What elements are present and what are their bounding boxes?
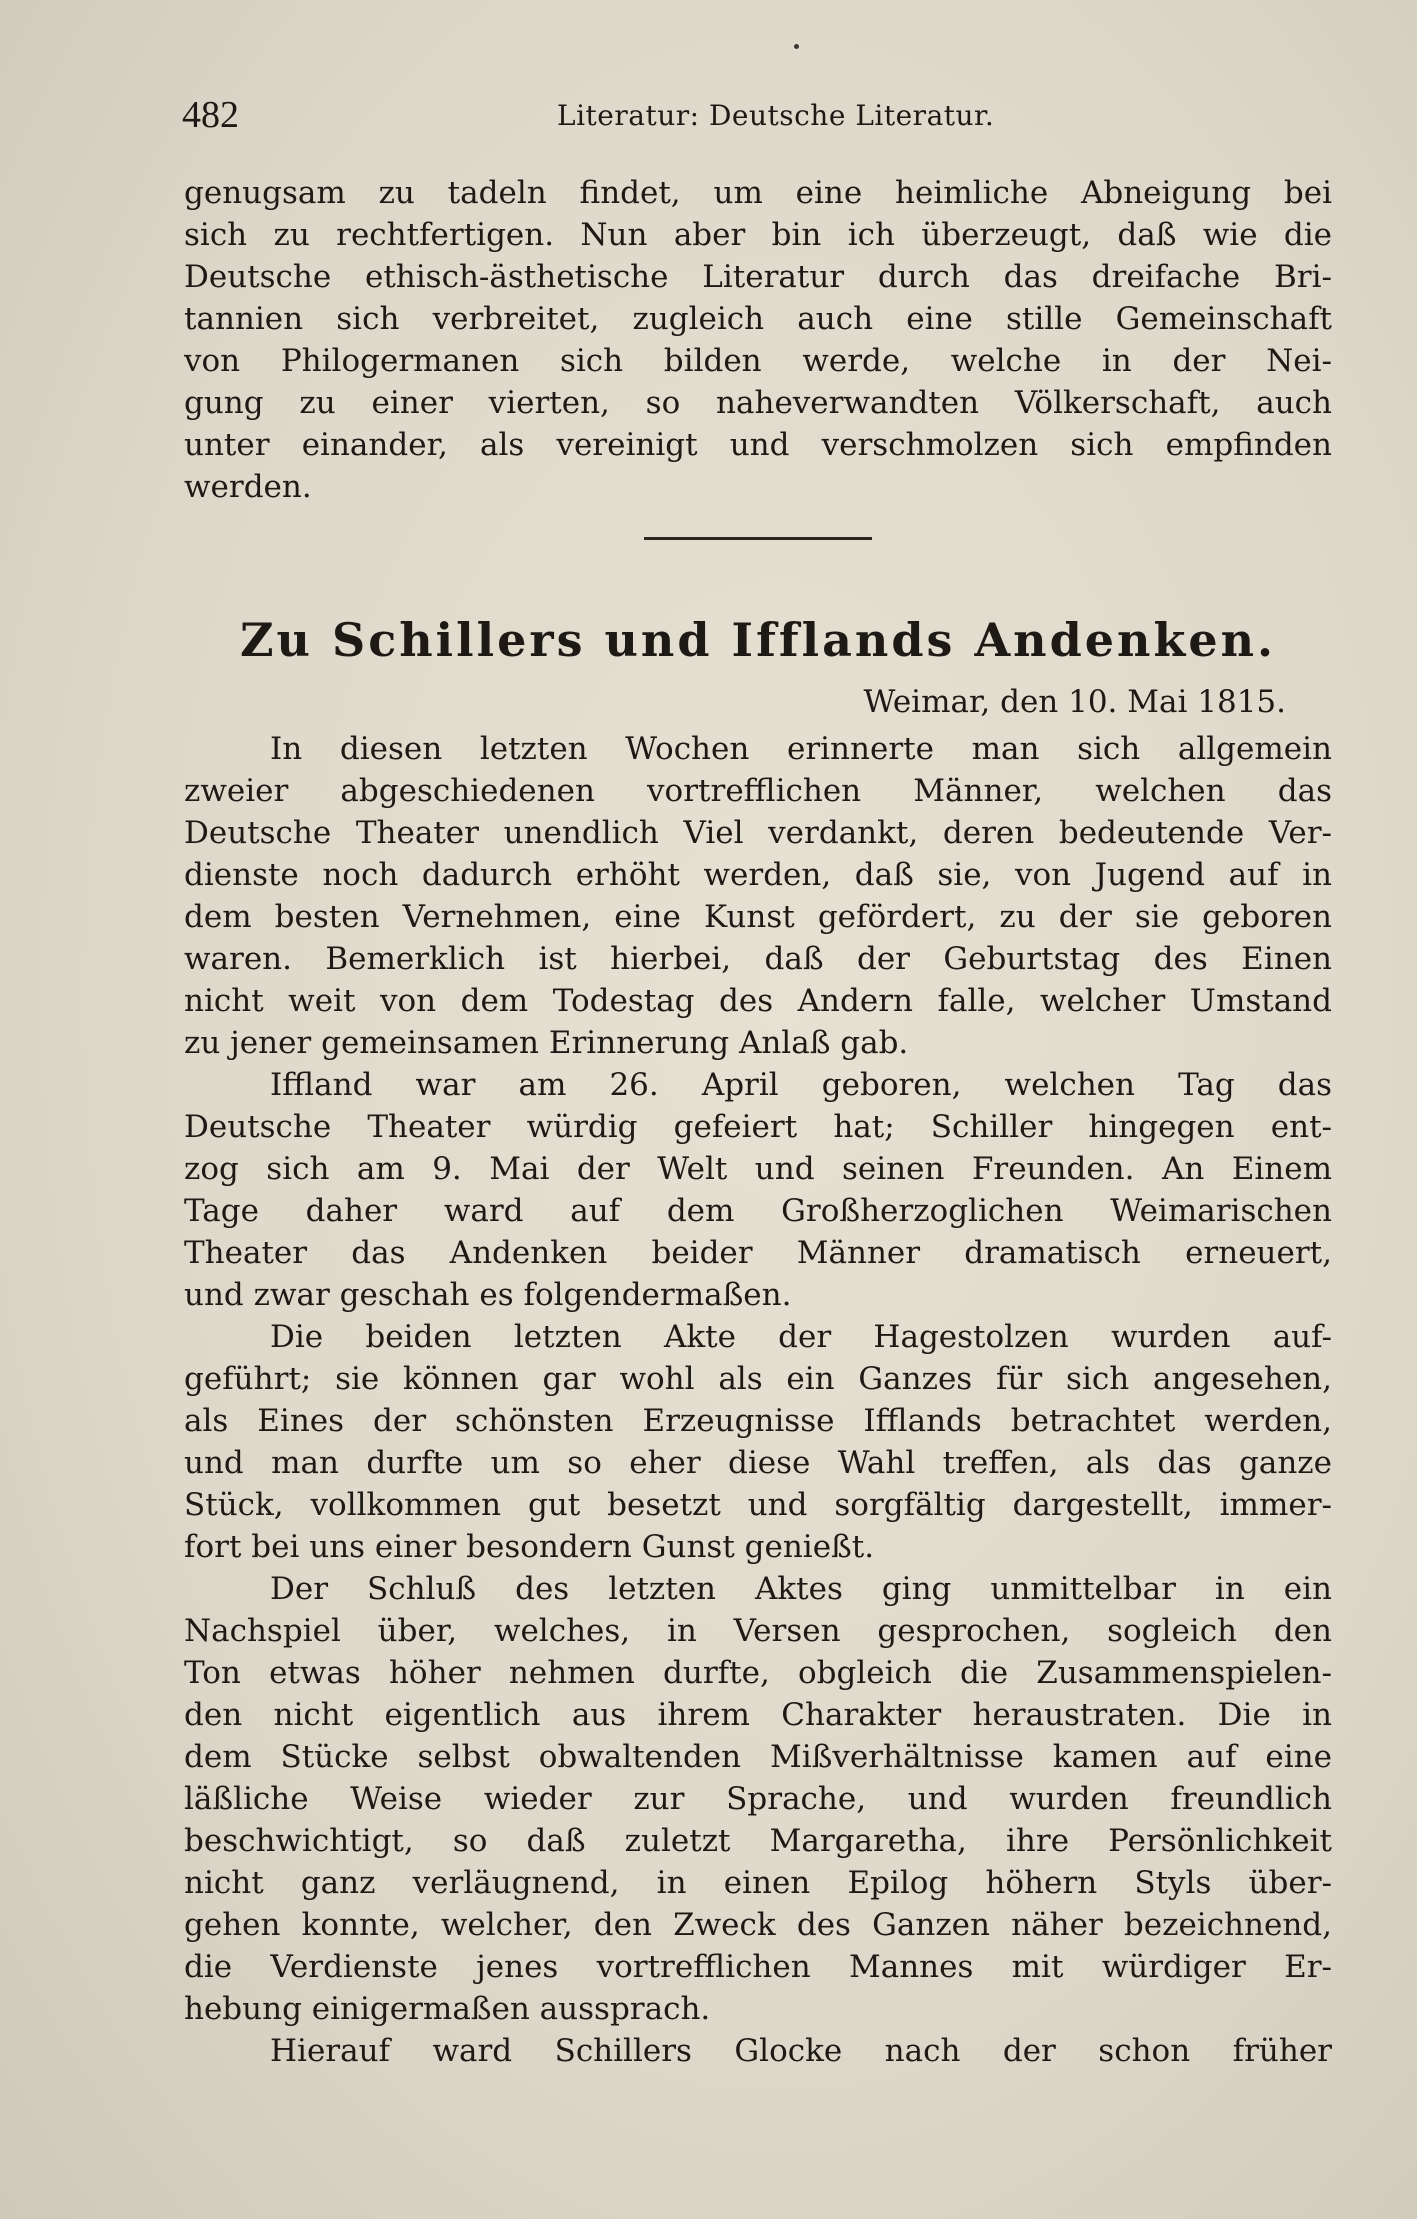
section-divider (644, 537, 872, 540)
text-line: und zwar geschah es folgendermaßen. (184, 1277, 792, 1313)
dateline: Weimar, den 10. Mai 1815. (863, 684, 1286, 720)
page-header (182, 90, 1332, 140)
section-body (184, 728, 1332, 2072)
text-line: Iffland war am 26. April geboren, welchen Tag das (270, 1067, 1332, 1103)
text-line: nicht weit von dem Todestag des Andern falle, welcher Umstand (184, 983, 1332, 1019)
section-title: Zu Schillers und Ifflands Andenken. (239, 613, 1277, 667)
text-line: Theater das Andenken beider Männer dramatisch erneuert, (184, 1235, 1332, 1271)
text-line: Deutsche Theater unendlich Viel verdankt, deren bedeutende Ver- (184, 815, 1332, 851)
text-line: Deutsche ethisch-ästhetische Literatur durch das dreifache Bri- (184, 259, 1332, 295)
text-line: zweier abgeschiedenen vortrefflichen Männer, welchen das (184, 773, 1332, 809)
text-line: dem besten Vernehmen, eine Kunst gefördert, zu der sie geboren (184, 899, 1332, 935)
text-line: genugsam zu tadeln findet, um eine heimliche Abneigung bei (184, 175, 1332, 211)
text-line: werden. (184, 469, 312, 505)
text-line: dem Stücke selbst obwaltenden Mißverhältnisse kamen auf eine (184, 1739, 1332, 1775)
text-line: hebung einigermaßen aussprach. (184, 1991, 711, 2027)
text-line: Deutsche Theater würdig gefeiert hat; Schiller hingegen ent- (184, 1109, 1332, 1145)
text-line: Hierauf ward Schillers Glocke nach der schon früher (270, 2033, 1332, 2069)
text-line: Nachspiel über, welches, in Versen gesprochen, sogleich den (184, 1613, 1332, 1649)
text-line: Stück, vollkommen gut besetzt und sorgfältig dargestellt, immer- (184, 1487, 1332, 1523)
text-line: von Philogermanen sich bilden werde, welche in der Nei- (184, 343, 1332, 379)
text-line: läßliche Weise wieder zur Sprache, und wurden freundlich (184, 1781, 1332, 1817)
text-line: waren. Bemerklich ist hierbei, daß der Geburtstag des Einen (184, 941, 1332, 977)
text-line: gehen konnte, welcher, den Zweck des Ganzen näher bezeichnend, (184, 1907, 1332, 1943)
text-line: tannien sich verbreitet, zugleich auch eine stille Gemeinschaft (184, 301, 1332, 337)
text-line: die Verdienste jenes vortrefflichen Mannes mit würdiger Er- (184, 1949, 1332, 1985)
text-line: den nicht eigentlich aus ihrem Charakter heraustraten. Die in (184, 1697, 1332, 1733)
text-line: als Eines der schönsten Erzeugnisse Ifflands betrachtet werden, (184, 1403, 1332, 1439)
text-line: Tage daher ward auf dem Großherzoglichen Weimarischen (184, 1193, 1332, 1229)
text-line: In diesen letzten Wochen erinnerte man sich allgemein (270, 731, 1332, 767)
text-line: sich zu rechtfertigen. Nun aber bin ich überzeugt, daß wie die (184, 217, 1332, 253)
page-number: 482 (182, 94, 239, 136)
text-line: und man durfte um so eher diese Wahl treffen, als das ganze (184, 1445, 1332, 1481)
text-line: gung zu einer vierten, so naheverwandten Völkerschaft, auch (184, 385, 1332, 421)
text-line: Die beiden letzten Akte der Hagestolzen wurden auf- (270, 1319, 1332, 1355)
text-line: fort bei uns einer besondern Gunst genießt. (184, 1529, 875, 1565)
text-line: Der Schluß des letzten Aktes ging unmittelbar in ein (270, 1571, 1332, 1607)
text-line: dienste noch dadurch erhöht werden, daß sie, von Jugend auf in (184, 857, 1332, 893)
text-line: geführt; sie können gar wohl als ein Ganzes für sich angesehen, (184, 1361, 1332, 1397)
intro-paragraph (184, 172, 1332, 508)
text-line: Ton etwas höher nehmen durfte, obgleich die Zusammenspielen- (184, 1655, 1332, 1691)
text-line: zu jener gemeinsamen Erinnerung Anlaß gab. (184, 1025, 909, 1061)
text-line: beschwichtigt, so daß zuletzt Margaretha, ihre Persönlichkeit (184, 1823, 1332, 1859)
print-speck (794, 44, 799, 49)
running-head: Literatur: Deutsche Literatur. (557, 99, 995, 132)
text-line: unter einander, als vereinigt und verschmolzen sich empfinden (184, 427, 1332, 463)
text-line: zog sich am 9. Mai der Welt und seinen Freunden. An Einem (184, 1151, 1332, 1187)
text-line: nicht ganz verläugnend, in einen Epilog höhern Styls über- (184, 1865, 1332, 1901)
